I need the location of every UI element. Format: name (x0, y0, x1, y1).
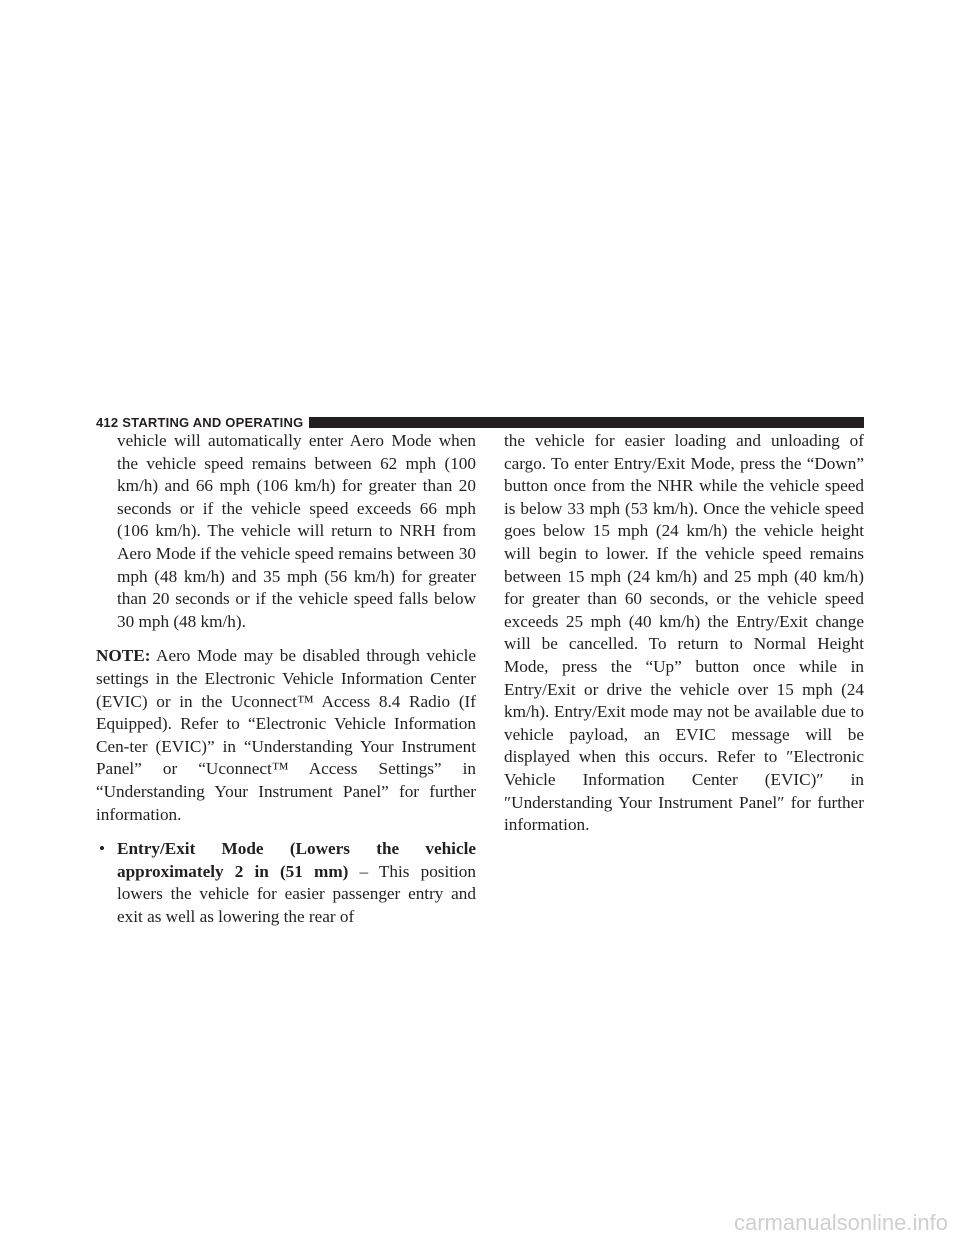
note-label: NOTE: (96, 646, 151, 666)
entry-exit-heading: Entry/Exit Mode (Lowers the vehicle approximately 2 in (51 mm) (117, 839, 476, 881)
entry-exit-description: the vehicle for easier loading and unloading of cargo. To enter Entry/Exit Mode, press the “Down” button once from the NHR while the vehicle speed is below 33 mph (53 km/h). Once the vehicle speed goes below 15 mph (24 km/h) the vehicle height will begin to lower. If the vehicle speed remains between 15 mph (24 km/h) and 25 mph (40 km/h) for greater than 60 seconds, or the vehicle speed exceeds 25 mph (40 km/h) the Entry/Exit change will be cancelled. To return to Normal Height Mode, press the “Up” button once while in Entry/Exit or drive the vehicle over 15 mph (24 km/h). Entry/Exit mode may not be available due to vehicle payload, an EVIC message will be displayed when this occurs. Refer to ″Electronic Vehicle Information Center (EVIC)″ in ″Understanding Your Instrument Panel″ for further information. (504, 431, 864, 835)
page-header (96, 414, 864, 430)
header-rule (309, 417, 864, 428)
entry-exit-intro: – This position lowers the vehicle for easier passenger entry and exit as well as lowering the rear of (117, 861, 476, 926)
page-number: 412 (96, 414, 119, 430)
note-text: Aero Mode may be disabled through vehicle settings in the Electronic Vehicle Information Center (EVIC) or in the Uconnect™ Access 8.4 Radio (If Equipped). Refer to “Electronic Vehicle Information Cen-ter (EVIC)” in “Understanding Your Instrument Panel” or “Uconnect™ Access Settings” in “Understanding Your Instrument Panel” for further information. (96, 646, 476, 824)
right-column (504, 430, 864, 849)
section-title: STARTING AND OPERATING (122, 414, 304, 430)
bullet-icon: • (99, 839, 106, 859)
entry-exit-bullet (96, 838, 476, 928)
note-paragraph (96, 645, 476, 826)
aero-mode-continuation: vehicle will automatically enter Aero Mode when the vehicle speed remains between 62 mph (100 km/h) and 66 mph (106 km/h) for greater than 20 seconds or if the vehicle speed exceeds 66 mph (106 km/h). The vehicle will return to NRH from Aero Mode if the vehicle speed remains between 30 mph (48 km/h) and 35 mph (56 km/h) for greater than 20 seconds or if the vehicle speed falls below 30 mph (48 km/h). (117, 431, 476, 631)
watermark: carmanualsonline.info (733, 1210, 948, 1235)
left-column (96, 430, 476, 940)
